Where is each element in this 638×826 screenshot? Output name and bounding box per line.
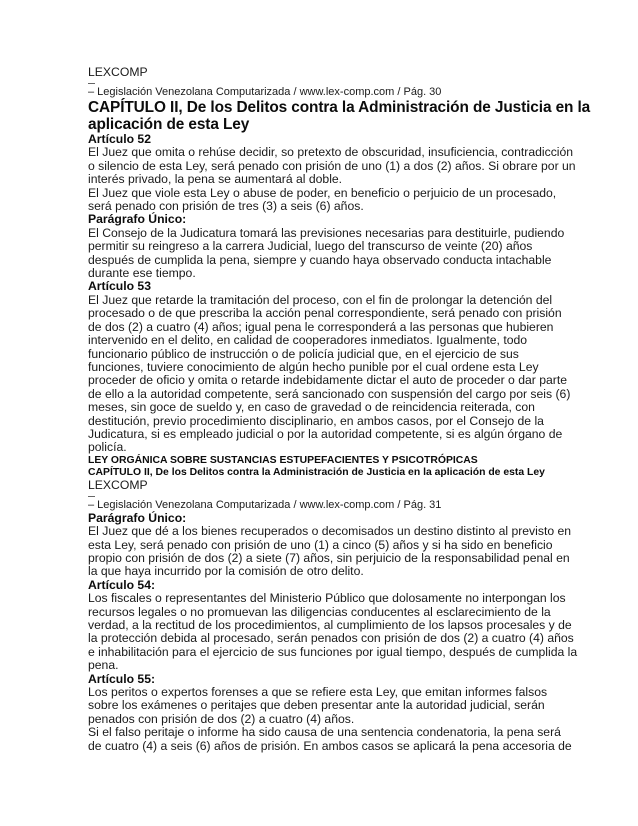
law-title: LEY ORGÁNICA SOBRE SUSTANCIAS ESTUPEFACIENTES Y PSICOTRÓPICAS [88, 454, 478, 466]
text-line: Si el falso peritaje o informe ha sido causa de una sentencia condenatoria, la pena será [88, 725, 561, 740]
header-subtitle: – Legislación Venezolana Computarizada / www.lex-comp.com / Pág. 30 [88, 86, 442, 99]
text-line: proceder de oficio y omita o retarde indebidamente dictar el auto de proceder o dar parte [88, 373, 567, 388]
text-line: después de cumplida la pena, siempre y cuando haya observado conducta intachable [88, 252, 552, 267]
text-line: funcionario público de instrucción o de policía judicial que, en el ejercicio de sus [88, 346, 519, 361]
header-lexcomp: LEXCOMP [88, 477, 148, 492]
text-line: Los peritos o expertos forenses a que se refiere esta Ley, que emitan informes falsos [88, 685, 548, 700]
text-line: policía. [88, 440, 127, 455]
document-page [88, 65, 591, 753]
header-rule [88, 83, 95, 84]
text-line: propio con prisión de dos (2) a siete (7) años, sin perjuicio de la responsabilidad penal en [88, 550, 570, 565]
text-line: El Juez que omita o rehúse decidir, so pretexto de obscuridad, insuficiencia, contradicción [88, 145, 574, 160]
text-line: intervenido en el delito, en calidad de cooperadores inmediatos. Igualmente, todo [88, 333, 528, 348]
text-line: permitir su reingreso a la carrera Judicial, luego del transcurso de veinte (20) años [88, 239, 533, 254]
text-line: pena. [88, 658, 119, 673]
text-line: de ello a la autoridad competente, será sancionado con suspensión del cargo por seis (6) [88, 386, 571, 401]
text-line: El Juez que viole esta Ley o abuse de poder, en beneficio o perjuicio de un procesado, [88, 185, 557, 200]
article-52-heading: Artículo 52 [88, 132, 151, 146]
text-line: sobre los exámenes o peritajes que deben presentar ante la autoridad judicial, serán [88, 698, 545, 713]
paragrafo-unico-body [88, 524, 572, 579]
running-chapter-title: CAPÍTULO II, De los Delitos contra la Administración de Justicia en la aplicación de esta Ley [88, 466, 545, 478]
header-subtitle: – Legislación Venezolana Computarizada / www.lex-comp.com / Pág. 31 [88, 499, 442, 512]
header-rule [88, 496, 95, 497]
text-line: de dos (2) a cuatro (4) años; igual pena le corresponderá a las personas que hubieren [88, 319, 554, 334]
header-lexcomp: LEXCOMP [88, 65, 148, 79]
text-line: la protección debida al procesado, serán penados con prisión de dos (2) a cuatro (4) años [88, 631, 574, 646]
text-line: o silencio de esta Ley, será penado con prisión de uno (1) a dos (2) años. Si obrare por un [88, 158, 576, 173]
text-line: El Juez que retarde la tramitación del proceso, con el fin de prolongar la detención del [88, 292, 553, 307]
text-line: e inhabilitación para el ejercicio de sus funciones por igual tiempo, después de cumplida la [88, 644, 578, 659]
chapter-title [88, 99, 591, 133]
text-line: El Consejo de la Judicatura tomará las previsiones necesarias para destituirle, pudiendo [88, 225, 565, 240]
text-line: meses, sin goce de sueldo y, en caso de gravedad o de reincidencia reiterada, con [88, 400, 535, 415]
text-line: procesado o de que prescriba la acción penal correspondiente, será penado con prisión [88, 306, 562, 321]
chapter-title-line: aplicación de esta Ley [88, 116, 250, 133]
article-54-heading: Artículo 54: [88, 577, 156, 592]
text-line: Los fiscales o representantes del Ministerio Público que dolosamente no interpongan los [88, 591, 566, 606]
text-line: esta Ley, será penado con prisión de uno (1) a cinco (5) años y si ha sido en beneficio [88, 537, 553, 552]
text-line: destitución, previo procedimiento disciplinario, en ambos casos, por el Consejo de la [88, 413, 544, 428]
paragrafo-unico-heading: Parágrafo Único: [88, 510, 187, 525]
text-line: la que haya incurrido por la comisión de otro delito. [88, 564, 364, 579]
article-54-body [88, 591, 578, 673]
article-53-heading: Artículo 53 [88, 279, 151, 294]
chapter-title-line: CAPÍTULO II, De los Delitos contra la Administración de Justicia en la [88, 99, 591, 116]
article-52-body [88, 145, 576, 214]
text-line: funciones, tuviere conocimiento de algún hecho punible por el cual ordene esta Ley [88, 359, 539, 374]
article-53-body [88, 292, 571, 455]
text-line: Judicatura, si es empleado judicial o por la autoridad competente, si es algún órgano de [88, 426, 563, 441]
text-line: de cuatro (4) a seis (6) años de prisión. En ambos casos se aplicará la pena accesoria de [88, 738, 572, 753]
paragrafo-unico-heading: Parágrafo Único: [88, 212, 187, 227]
article-55-body [88, 685, 572, 753]
text-line: durante ese tiempo. [88, 266, 196, 281]
text-line: penados con prisión de dos (2) a cuatro (4) años. [88, 711, 355, 726]
text-line: verdad, a la rectitud de los procedimientos, al cumplimiento de los lapsos procesales y de [88, 618, 572, 632]
text-line: El Juez que dé a los bienes recuperados o decomisados un destino distinto al previsto en [88, 524, 572, 539]
text-line: recursos legales o no promuevan las diligencias conducentes al esclarecimiento de la [88, 604, 551, 619]
article-55-heading: Artículo 55: [88, 671, 156, 686]
text-line: será penado con prisión de tres (3) a seis (6) años. [88, 199, 364, 214]
paragrafo-unico-body [88, 225, 565, 281]
text-line: interés privado, la pena se aumentará al doble. [88, 172, 343, 187]
